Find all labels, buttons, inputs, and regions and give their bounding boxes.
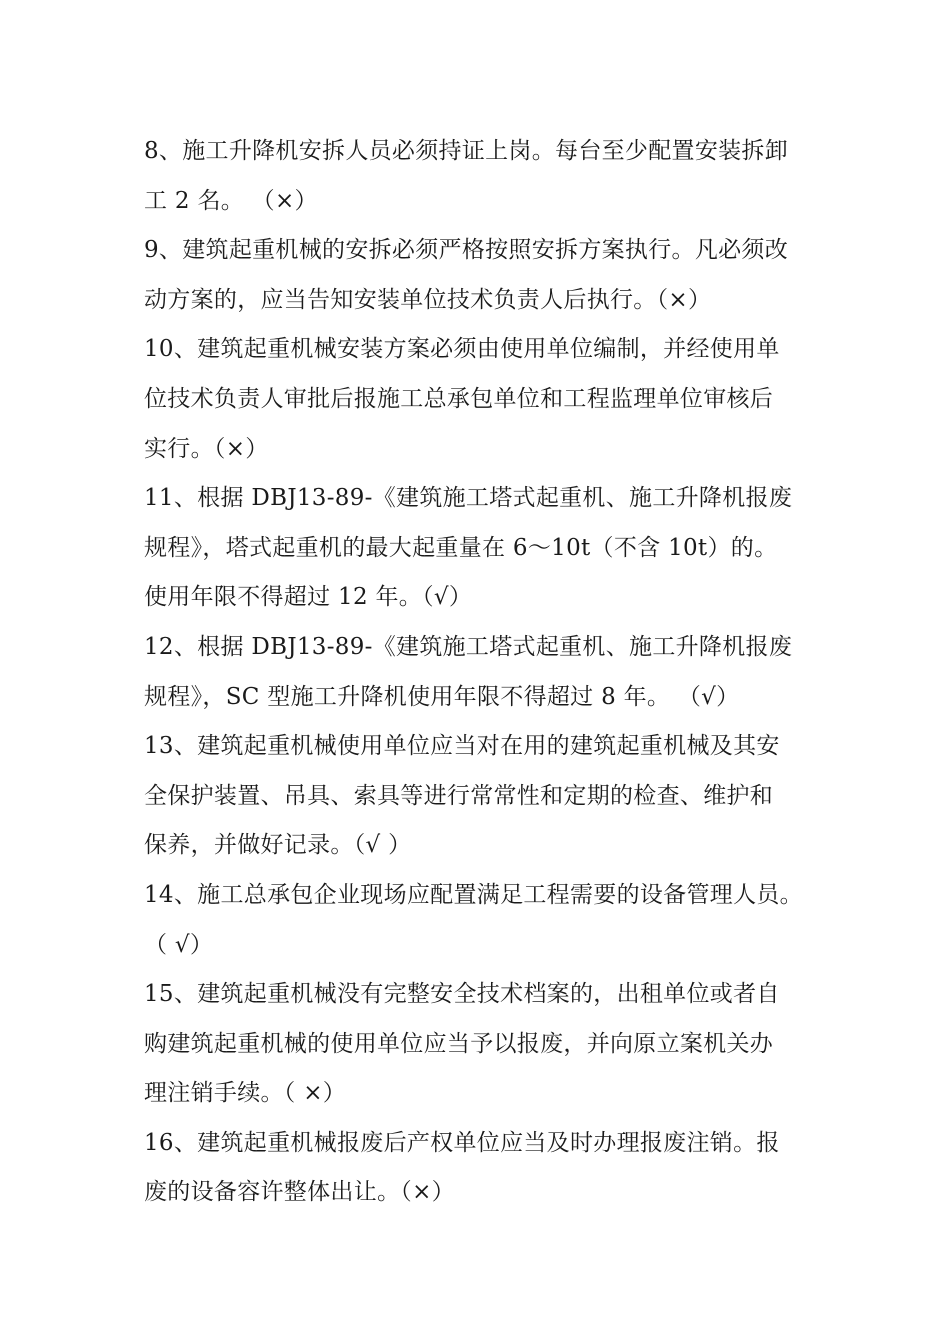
question-item-9: 9、建筑起重机械的安拆必须严格按照安拆方案执行。凡必须改 动方案的，应当告知安装单位技术负责人后执行。（×） xyxy=(144,237,789,313)
question-item-15: 15、建筑起重机械没有完整安全技术档案的，出租单位或者自 购建筑起重机械的使用单位应当予以报废，并向原立案机关办 理注销手续。（ ×） xyxy=(144,981,780,1107)
question-item-13: 13、建筑起重机械使用单位应当对在用的建筑起重机械及其安 全保护装置、吊具、索具等进行常常性和定期的检查、维护和 保养，并做好记录。（√ ） xyxy=(144,733,780,859)
question-item-11: 11、根据 DBJ13-89-《建筑施工塔式起重机、施工升降机报废 规程》，塔式起重机的最大起重量在 6～10t（不含 10t）的。 使用年限不得超过 12 年。（√） xyxy=(144,485,793,611)
question-item-10: 10、建筑起重机械安装方案必须由使用单位编制，并经使用单 位技术负责人审批后报施工总承包单位和工程监理单位审核后 实行。（×） xyxy=(144,336,780,462)
question-item-14: 14、施工总承包企业现场应配置满足工程需要的设备管理人员。 （ √） xyxy=(144,881,803,958)
document-body xyxy=(144,127,824,1218)
question-item-12: 12、根据 DBJ13-89-《建筑施工塔式起重机、施工升降机报废 规程》，SC 型施工升降机使用年限不得超过 8 年。 （√） xyxy=(144,633,793,710)
question-item-16: 16、建筑起重机械报废后产权单位应当及时办理报废注销。报 废的设备容许整体出让。（×） xyxy=(144,1129,780,1206)
question-item-8: 8、施工升降机安拆人员必须持证上岗。每台至少配置安装拆卸 工 2 名。 （×） xyxy=(144,138,789,214)
